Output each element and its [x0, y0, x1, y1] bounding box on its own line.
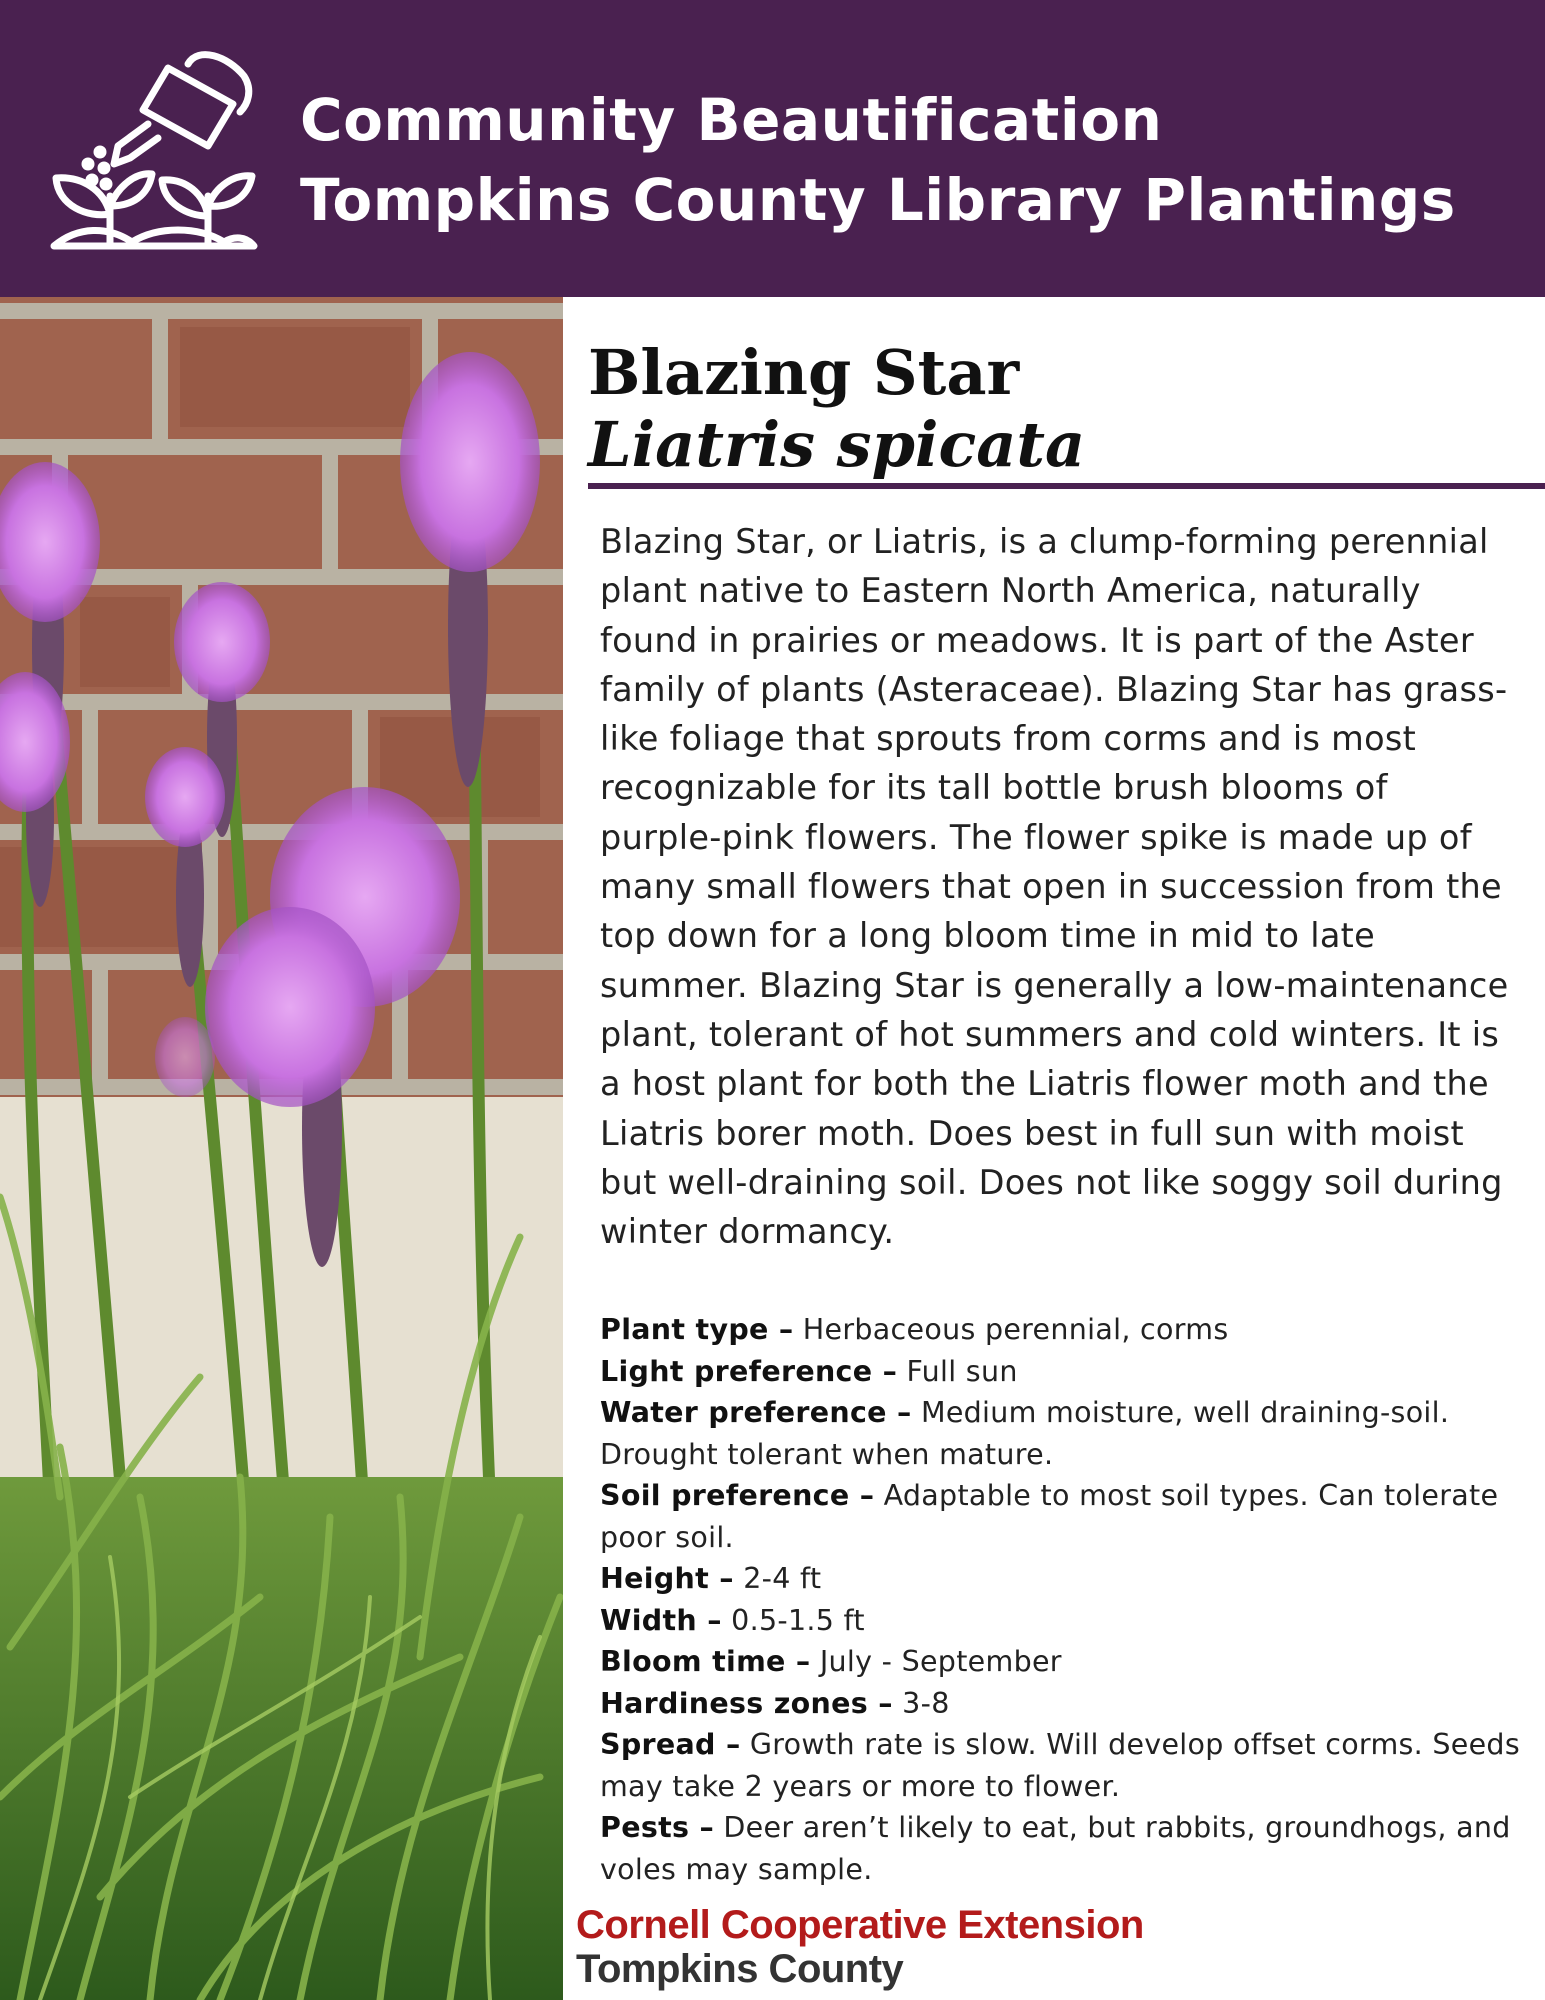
plant-scientific-name: Liatris spicata: [588, 408, 1086, 481]
fact-soil-preference: [600, 1475, 1530, 1558]
plant-info-panel: [588, 297, 1545, 2000]
fact-value: Adaptable to most soil types. Can tolerate poor soil.: [600, 1479, 1499, 1554]
fact-plant-type: [600, 1309, 1530, 1351]
footer-logo: [576, 1903, 1144, 1991]
fact-label: Hardiness zones –: [600, 1686, 893, 1720]
fact-pests: [600, 1807, 1530, 1890]
header-title-line2: Tompkins County Library Plantings: [300, 166, 1456, 234]
fact-height: [600, 1558, 1530, 1600]
fact-label: Water preference –: [600, 1396, 912, 1429]
fact-value: July - September: [819, 1645, 1062, 1678]
fact-label: Spread –: [600, 1728, 741, 1761]
header-title: [300, 80, 1456, 240]
plant-common-name: Blazing Star: [588, 336, 1020, 409]
watering-can-sprouts-icon: [48, 46, 260, 256]
fact-value: Growth rate is slow. Will develop offset corms. Seeds may take 2 years or more to flower.: [600, 1728, 1520, 1803]
title-divider: [588, 483, 1545, 489]
fact-value: 2-4 ft: [743, 1562, 822, 1595]
fact-spread: [600, 1724, 1530, 1807]
fact-label: Light preference –: [600, 1354, 898, 1388]
footer-org-name: Cornell Cooperative Extension: [576, 1903, 1144, 1947]
fact-water-preference: [600, 1392, 1530, 1475]
fact-label: Soil preference –: [600, 1479, 875, 1512]
fact-label: Height –: [600, 1562, 734, 1595]
header-banner: [0, 0, 1545, 297]
fact-value: Deer aren’t likely to eat, but rabbits, groundhogs, and voles may sample.: [600, 1811, 1511, 1886]
fact-label: Plant type –: [600, 1313, 794, 1346]
fact-value: 3-8: [902, 1686, 950, 1720]
fact-width: [600, 1600, 1530, 1642]
fact-label: Pests –: [600, 1811, 715, 1844]
fact-value: 0.5-1.5 ft: [731, 1603, 865, 1637]
fact-label: Width –: [600, 1603, 722, 1637]
fact-value: Medium moisture, well draining-soil. Drought tolerant when mature.: [600, 1396, 1450, 1471]
fact-hardiness-zones: [600, 1683, 1530, 1725]
liatris-photo-illustration: [0, 297, 563, 2000]
fact-value: Herbaceous perennial, corms: [802, 1313, 1229, 1346]
plant-facts: [600, 1309, 1530, 1890]
plant-description: Blazing Star, or Liatris, is a clump-forming perennial plant native to Eastern North America, naturally found in prairies or meadows. It is part of the Aster family of plants (Asteraceae). Blazing Star has grass-like foliage that sprouts from corms and is most recognizable for its tall bottle brush blooms of purple-pink flowers. The flower spike is made up of many small flowers that open in succession from the top down for a long bloom time in mid to late summer. Blazing Star is generally a low-maintenance plant, tolerant of hot summers and cold winters. It is a host plant for both the Liatris flower moth and the Liatris borer moth. Does best in full sun with moist but well-draining soil. Does not like soggy soil during winter dormancy.: [600, 522, 1509, 1252]
fact-value: Full sun: [906, 1354, 1018, 1388]
fact-label: Bloom time –: [600, 1645, 811, 1678]
footer-county-name: Tompkins County: [576, 1947, 904, 1991]
header-title-line1: Community Beautification: [300, 86, 1163, 154]
fact-bloom-time: [600, 1641, 1530, 1683]
liatris-photo: [0, 297, 563, 2000]
fact-light-preference: [600, 1351, 1530, 1393]
